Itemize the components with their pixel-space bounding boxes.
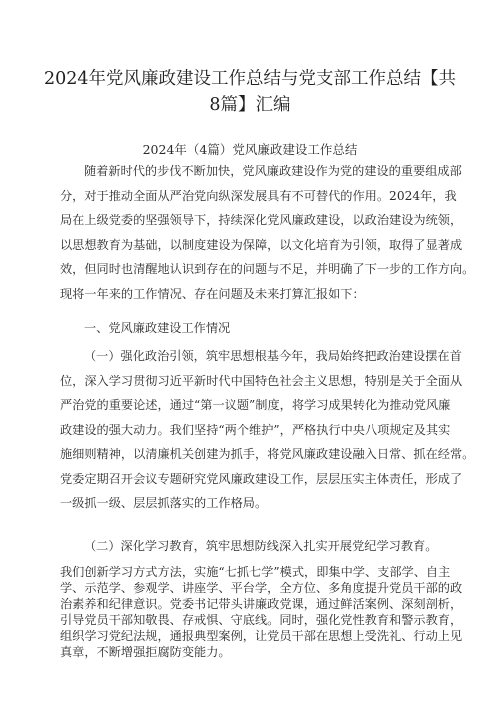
text-line: 效，但同时也清醒地认识到存在的问题与不足，并明确了下一步的工作方向。 — [60, 262, 475, 276]
text-line: 治素养和纪律意识。党委书记带头讲廉政党课，通过鲜活案例、深刻剖析， — [60, 597, 463, 611]
body-paragraph — [60, 564, 463, 660]
text-line: 学、示范学、参观学、讲座学、平台学，全方位、多角度提升党员干部的政 — [60, 581, 463, 595]
text-line: 随着新时代的步伐不断加快，党风廉政建设作为党的建设的重要组成部 — [84, 164, 462, 178]
section-subtitle: 2024年（4篇）党风廉政建设工作总结 — [142, 142, 358, 157]
text-line: 以思想教育为基础，以制度建设为保障，以文化培育为引领，取得了显著成 — [60, 237, 463, 252]
text-line: 政建设的强大动力。我们坚持“两个维护”，严格执行中央八项规定及其实 — [60, 422, 451, 437]
body-paragraph — [60, 344, 475, 516]
section-heading — [60, 316, 442, 341]
text-line: 分，对于推动全面从严治党向纵深发展具有不可替代的作用。2024年，我 — [60, 188, 457, 203]
title-line: 8篇】汇编 — [209, 95, 291, 115]
intro-paragraph — [60, 159, 475, 306]
text-line: 党委定期召开会议专题研究党风廉政建设工作，层层压实主体责任，形成了 — [60, 471, 463, 486]
text-line: 现将一年来的工作情况、存在问题及未来打算汇报如下： — [60, 286, 365, 301]
text-line: 真章，不断增强拒腐防变能力。 — [60, 645, 231, 659]
text-line: 局在上级党委的坚强领导下，持续深化党风廉政建设，以政治建设为统领， — [60, 213, 463, 227]
text-line: 组织学习党纪法规，通报典型案例，让党员干部在思想上受洗礼、行动上见 — [60, 629, 463, 643]
document-title — [40, 66, 460, 118]
text-line: 位，深入学习贯彻习近平新时代中国特色社会主义思想，特别是关于全面从 — [60, 373, 463, 388]
text-line: （一）强化政治引领，筑牢思想根基今年，我局始终把政治建设摆在首 — [84, 349, 462, 363]
text-line: 我们创新学习方式方法，实施“七抓七学”模式，即集中学、支部学、自主 — [60, 565, 451, 579]
text-line: 一、党风廉政建设工作情况 — [84, 321, 231, 335]
text-line: 引导党员干部知敬畏、存戒惧、守底线。同时，强化党性教育和警示教育， — [60, 613, 463, 627]
title-line: 2024年党风廉政建设工作总结与党支部工作总结【共 — [43, 69, 457, 89]
text-line: 施细则精神，以清廉机关创建为抓手，将党风廉政建设融入日常、抓在经常。 — [60, 447, 475, 461]
text-line: 一级抓一级、层层抓落实的工作格局。 — [60, 496, 268, 510]
text-line: （二）深化学习教育，筑牢思想防线深入扎实开展党纪学习教育。 — [84, 539, 438, 553]
text-line: 严治党的重要论述，通过“第一议题”制度，将学习成果转化为推动党风廉 — [60, 398, 451, 412]
subsection-heading — [60, 534, 442, 559]
